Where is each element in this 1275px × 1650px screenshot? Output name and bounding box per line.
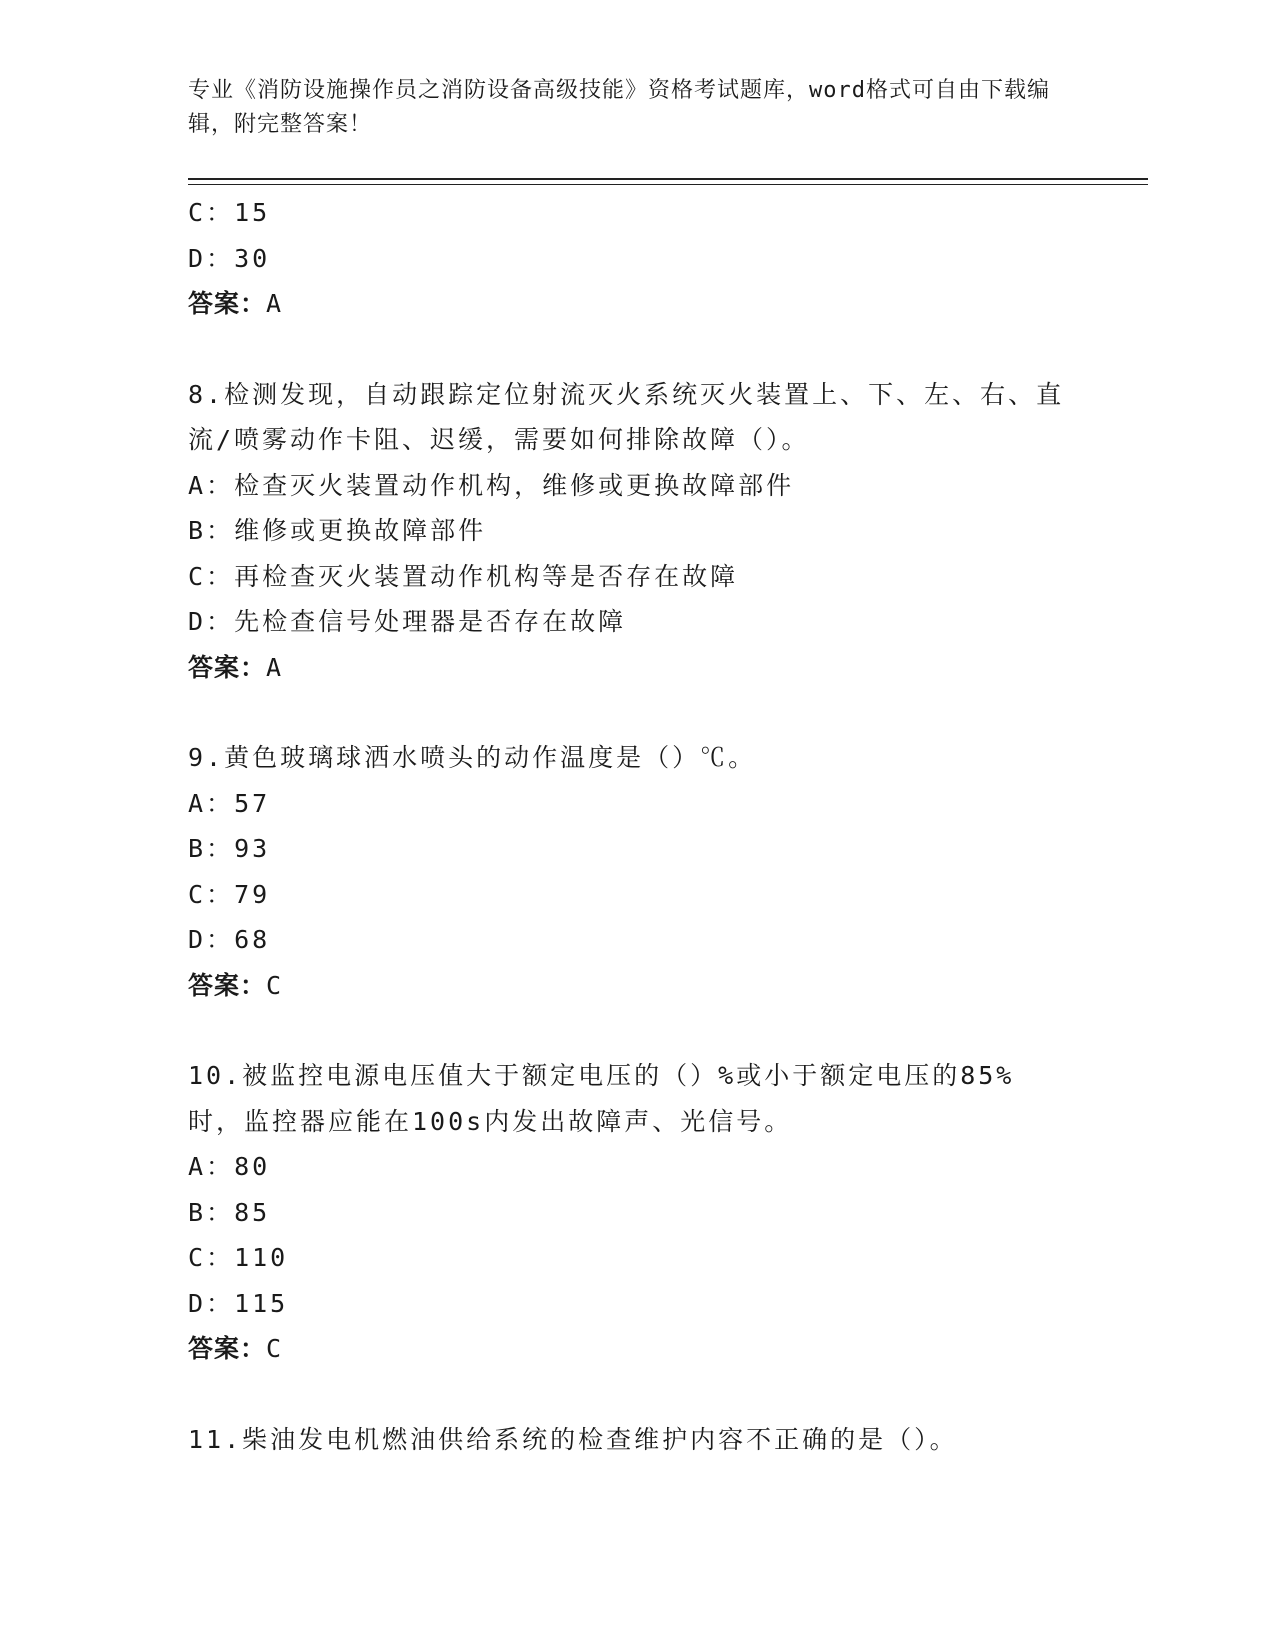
- question-text: 11.柴油发电机燃油供给系统的检查维护内容不正确的是（）。: [188, 1424, 958, 1454]
- option-key: C：: [188, 561, 235, 591]
- option-key: D：: [188, 1288, 235, 1318]
- option-text: 115: [234, 1288, 289, 1318]
- option-row: [188, 1235, 1148, 1281]
- option-key: C：: [188, 879, 235, 909]
- option-row: [188, 872, 1148, 918]
- option-row: [188, 1281, 1148, 1327]
- option-key: D：: [188, 243, 235, 273]
- answer-label: 答案：: [188, 652, 267, 682]
- document-header: 专业《消防设施操作员之消防设备高级技能》资格考试题库，word格式可自由下载编辑，附完整答案！: [188, 78, 1050, 137]
- option-text: 110: [234, 1243, 289, 1272]
- answer-row: [188, 281, 1148, 327]
- option-row: [188, 236, 1148, 282]
- option-row: [188, 1190, 1148, 1236]
- option-text: 68: [234, 925, 271, 954]
- option-key: B：: [188, 834, 235, 863]
- question-10: [188, 1053, 1148, 1372]
- option-text: 先检查信号处理器是否存在故障: [234, 607, 627, 636]
- option-text: 93: [234, 834, 271, 863]
- answer-value: A: [266, 652, 283, 682]
- option-row: [188, 508, 1148, 554]
- header-rule-thin: [188, 184, 1148, 185]
- answer-row: [188, 1326, 1148, 1372]
- option-row: [188, 1144, 1148, 1190]
- option-text: 57: [234, 788, 271, 818]
- option-text: 30: [234, 243, 271, 273]
- question-text: 9.黄色玻璃球洒水喷头的动作温度是（）℃。: [188, 743, 757, 772]
- option-key: A：: [188, 470, 235, 500]
- question-gap: [188, 1372, 1148, 1417]
- option-key: A：: [188, 1152, 235, 1181]
- option-row: [188, 917, 1148, 963]
- option-text: 80: [234, 1152, 271, 1181]
- option-row: [188, 826, 1148, 872]
- question-text: 10.被监控电源电压值大于额定电压的（）%或小于额定电压的85%时，监控器应能在100s内发出故障声、光信号。: [188, 1061, 1015, 1136]
- option-text: 维修或更换故障部件: [234, 516, 487, 545]
- option-row: [188, 781, 1148, 827]
- question-text: 8.检测发现，自动跟踪定位射流灭火系统灭火装置上、下、左、右、直流/喷雾动作卡阻、迟缓，需要如何排除故障（）。: [188, 379, 1065, 454]
- option-text: 79: [234, 879, 271, 909]
- option-key: C：: [188, 198, 235, 227]
- option-row: [188, 190, 1148, 236]
- question-list: [188, 190, 1148, 1462]
- option-row: [188, 599, 1148, 645]
- option-key: A：: [188, 788, 235, 818]
- answer-row: [188, 963, 1148, 1009]
- option-key: B：: [188, 1197, 235, 1227]
- option-key: B：: [188, 516, 235, 545]
- question-gap: [188, 327, 1148, 372]
- answer-value: A: [266, 289, 283, 318]
- header-rule-thick: [188, 178, 1148, 180]
- option-key: D：: [188, 925, 235, 954]
- question-11: [188, 1417, 1148, 1463]
- question-8: [188, 372, 1148, 691]
- option-text: 15: [234, 198, 271, 227]
- question-gap: [188, 690, 1148, 735]
- answer-row: [188, 645, 1148, 691]
- question-7-continuation: [188, 190, 1148, 327]
- option-text: 85: [234, 1197, 271, 1227]
- option-row: [188, 463, 1148, 509]
- option-text: 再检查灭火装置动作机构等是否存在故障: [234, 561, 739, 591]
- document-page: [188, 0, 1148, 1650]
- option-text: 检查灭火装置动作机构，维修或更换故障部件: [234, 470, 795, 500]
- option-key: D：: [188, 607, 235, 636]
- answer-value: C: [266, 970, 283, 1000]
- answer-label: 答案：: [188, 289, 267, 318]
- question-gap: [188, 1008, 1148, 1053]
- answer-label: 答案：: [188, 1334, 267, 1363]
- option-key: C：: [188, 1243, 235, 1272]
- question-9: [188, 735, 1148, 1008]
- option-row: [188, 554, 1148, 600]
- answer-label: 答案：: [188, 970, 267, 1000]
- answer-value: C: [266, 1334, 283, 1363]
